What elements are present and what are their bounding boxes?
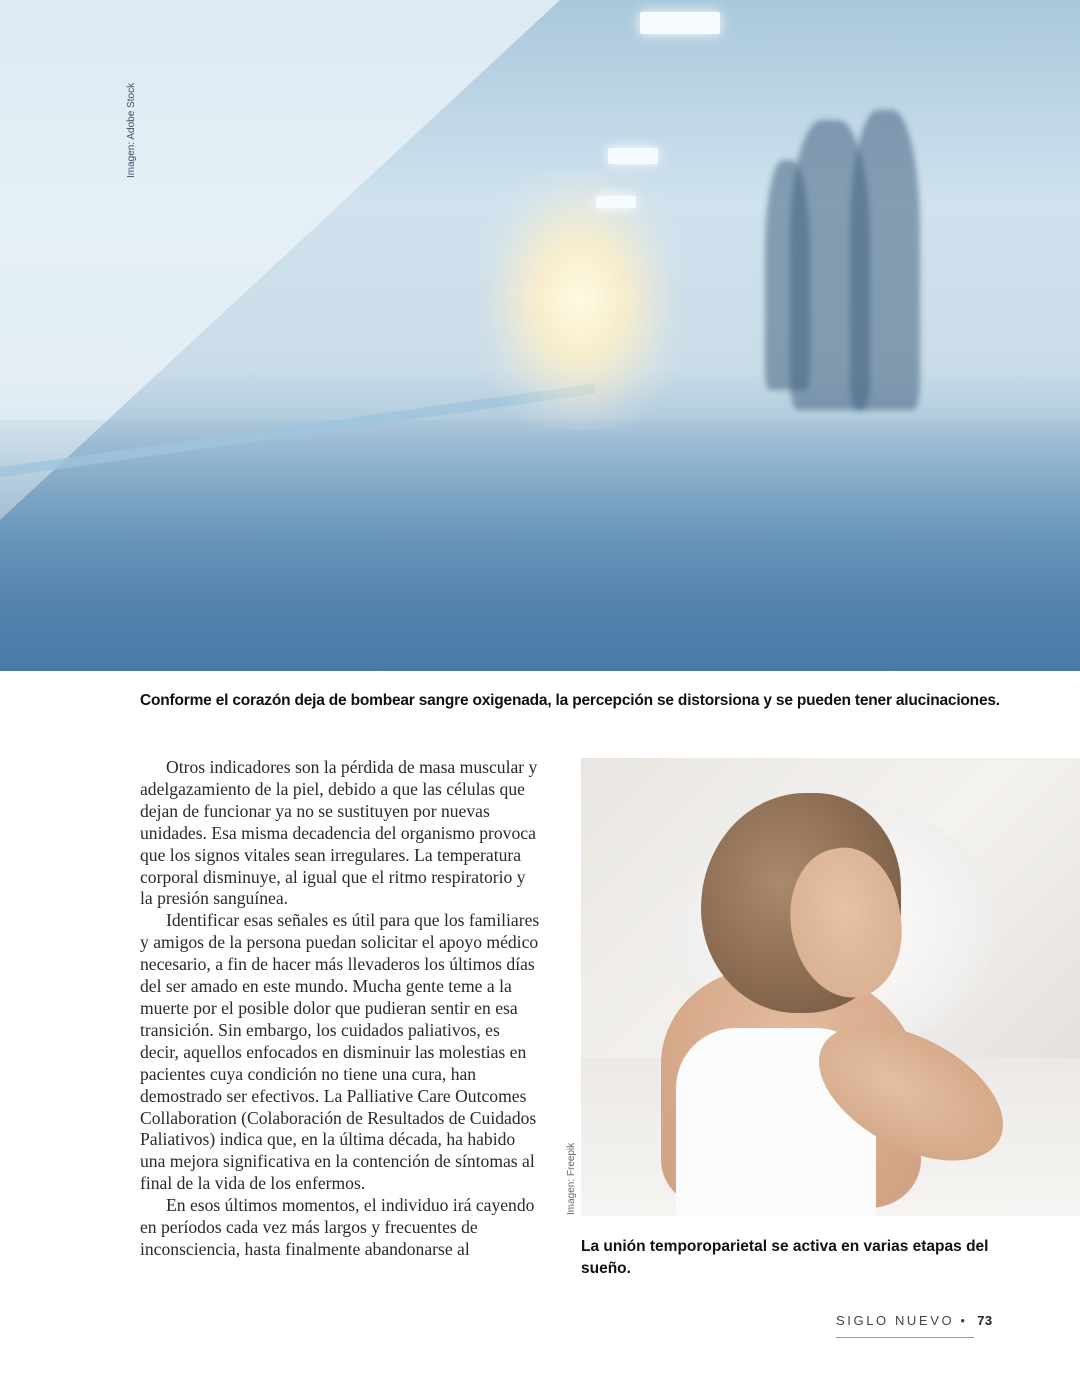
article-paragraph: Identificar esas señales es útil para que los familiares y amigos de la persona puedan solicitar el apoyo médico necesario, a fin de hacer más llevaderos los últimos días del ser amado en este mundo. Mucha gente teme a la muerte por el posible dolor que pudieran sentir en esa transición. Sin embargo, los cuidados paliativos, es decir, aquellos enfocados en disminuir las molestias en pacientes cuya condición no tiene una cura, han demostrado ser efectivos. La Palliative Care Outcomes Collaboration (Colaboración de Resultados de Cuidados Paliativos) indica que, en la última década, ha habido una mejora significativa en la contención de síntomas al final de la vida de los enfermos. <box>140 910 540 1194</box>
article-paragraph: En esos últimos momentos, el individuo irá cayendo en períodos cada vez más largos y frecuentes de inconsciencia, hasta finalmente abandonarse al <box>140 1195 535 1259</box>
article-body <box>140 757 542 1261</box>
ceiling-light <box>608 148 658 164</box>
hero-floor <box>0 420 1080 671</box>
hero-person-silhouette <box>765 160 810 390</box>
side-caption: La unión temporoparietal se activa en varias etapas del sueño. <box>581 1238 989 1277</box>
hero-image <box>0 0 1080 671</box>
article-paragraph: Otros indicadores son la pérdida de masa muscular y adelgazamiento de la piel, debido a que las células que dejan de funcionar ya no se sustituyen por nuevas unidades. Esa misma decadencia del organismo provoca que los signos vitales sean irregulares. La temperatura corporal disminuye, al igual que el ritmo respiratorio y la presión sanguínea. <box>140 757 538 909</box>
hero-caption: Conforme el corazón deja de bombear sangre oxigenada, la percepción se distorsiona y se pueden tener alucinaciones. <box>140 692 1000 709</box>
ceiling-light <box>596 196 636 208</box>
hero-light-glow <box>480 170 680 430</box>
hero-person-silhouette <box>850 110 920 410</box>
page-folio <box>836 1313 993 1328</box>
folio-rule <box>836 1337 974 1338</box>
side-image <box>581 758 1080 1216</box>
folio-separator: • <box>960 1313 965 1328</box>
publication-name: SIGLO NUEVO <box>836 1313 955 1328</box>
side-image-credit: Imagen: Freepik <box>566 1142 577 1215</box>
ceiling-light <box>640 12 720 34</box>
page-number: 73 <box>977 1313 993 1328</box>
hero-image-credit: Imagen: Adobe Stock <box>126 82 137 178</box>
